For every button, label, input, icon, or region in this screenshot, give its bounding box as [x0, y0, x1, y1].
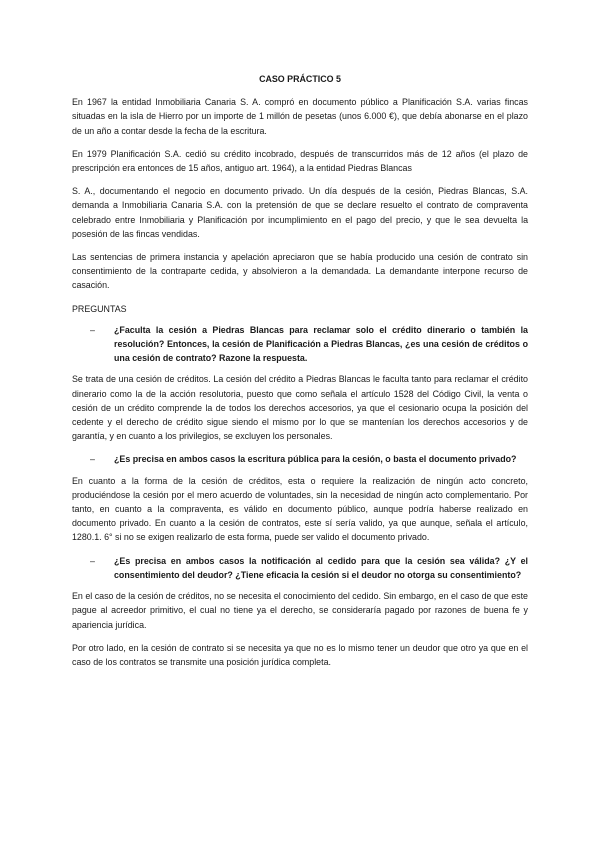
- questions-heading: PREGUNTAS: [72, 303, 127, 314]
- dash-bullet: –: [90, 324, 95, 335]
- question-1-text: ¿Faculta la cesión a Piedras Blancas para reclamar solo el crédito dinerario o también la resolución? Entonces, la cesión de Planificación a Piedras Blancas, ¿es una cesión de créditos o una cesión de contrato? Razone la respuesta.: [114, 324, 528, 364]
- question-2: [72, 452, 528, 466]
- document-title: CASO PRÁCTICO 5: [259, 74, 341, 84]
- dash-bullet: –: [90, 555, 95, 566]
- intro-paragraph-4: Las sentencias de primera instancia y apelación apreciaron que se había producido una cesión de contrato sin consentimiento de la contraparte cedida, y absolvieron a la demandada. La demandante interpone recurso de casación.: [72, 252, 528, 291]
- answer-2: En cuanto a la forma de la cesión de créditos, esta o requiere la realización de ningún acto concreto, produciéndose la cesión por el mero acuerdo de voluntades, sin la necesidad de ningún acto complementario. Por tanto, en cuanto a la compraventa, es válido en documento público, aunque podría haberse realizado en documento privado. En cuanto a la cesión de contratos, este sí sería valido, ya que aunque, señala el artículo, 1280.1. 6° si no se exigen realizarlo de esta forma, puede ser valido el documento privado.: [72, 475, 528, 543]
- answer-3-part-2: Por otro lado, en la cesión de contrato si se necesita ya que no es lo mismo tener un deudor que otro ya que en el caso de los contratos se transmite una posición jurídica completa.: [72, 642, 528, 667]
- question-3: [72, 554, 528, 582]
- question-3-text: ¿Es precisa en ambos casos la notificación al cedido para que la cesión sea válida? ¿Y el consentimiento del deudor? ¿Tiene eficacia la cesión si el deudor no otorga su consentimiento?: [114, 555, 528, 580]
- question-1: [72, 323, 528, 366]
- document-page: [72, 72, 528, 678]
- intro-paragraph-2: En 1979 Planificación S.A. cedió su crédito incobrado, después de transcurridos más de 12 años (el plazo de prescripción era entonces de 15 años, antiguo art. 1964), a la entidad Piedras Blancas: [72, 148, 528, 174]
- dash-bullet: –: [90, 454, 95, 465]
- intro-paragraph-1: En 1967 la entidad Inmobiliaria Canaria S. A. compró en documento público a Planificación S.A. varias fincas situadas en la isla de Hierro por un importe de 1 millón de pesetas (unos 6.000 €), que debía abonarse en el plazo de un año a contar desde la fecha de la escritura.: [72, 97, 528, 136]
- question-2-text: ¿Es precisa en ambos casos la escritura pública para la cesión, o basta el documento privado?: [114, 454, 517, 465]
- answer-1: Se trata de una cesión de créditos. La cesión del crédito a Piedras Blancas le faculta tanto para reclamar el crédito dinerario como la de la acción resolutoria, puesto que como señala el artículo 1528 del Código Civil, la venta o cesión de un crédito comprende la de todos los derechos accesorios, ya que el cesionario ocupa la posición del cedente y el derecho de crédito sigue siendo el mismo por lo que se mantenían los derechos accesorios y de garantía, y en cuanto a los privilegios, se excluyen los personales.: [72, 374, 528, 442]
- answer-3-part-1: En el caso de la cesión de créditos, no se necesita el conocimiento del cedido. Sin embargo, en el caso de que este pague al acreedor primitivo, el cual no tiene ya el derecho, se consideraría pagado por razones de buena fe y apariencia jurídica.: [72, 591, 528, 630]
- intro-paragraph-3: S. A., documentando el negocio en documento privado. Un día después de la cesión, Piedras Blancas, S.A. demanda a Inmobiliaria Canaria S.A. con la pretensión de que se declare resuelto el contrato de compraventa celebrado entre Inmobiliaria y Planificación por incumplimiento en el pago del precio, y que le sea devuelta la posesión de las fincas vendidas.: [72, 186, 528, 239]
